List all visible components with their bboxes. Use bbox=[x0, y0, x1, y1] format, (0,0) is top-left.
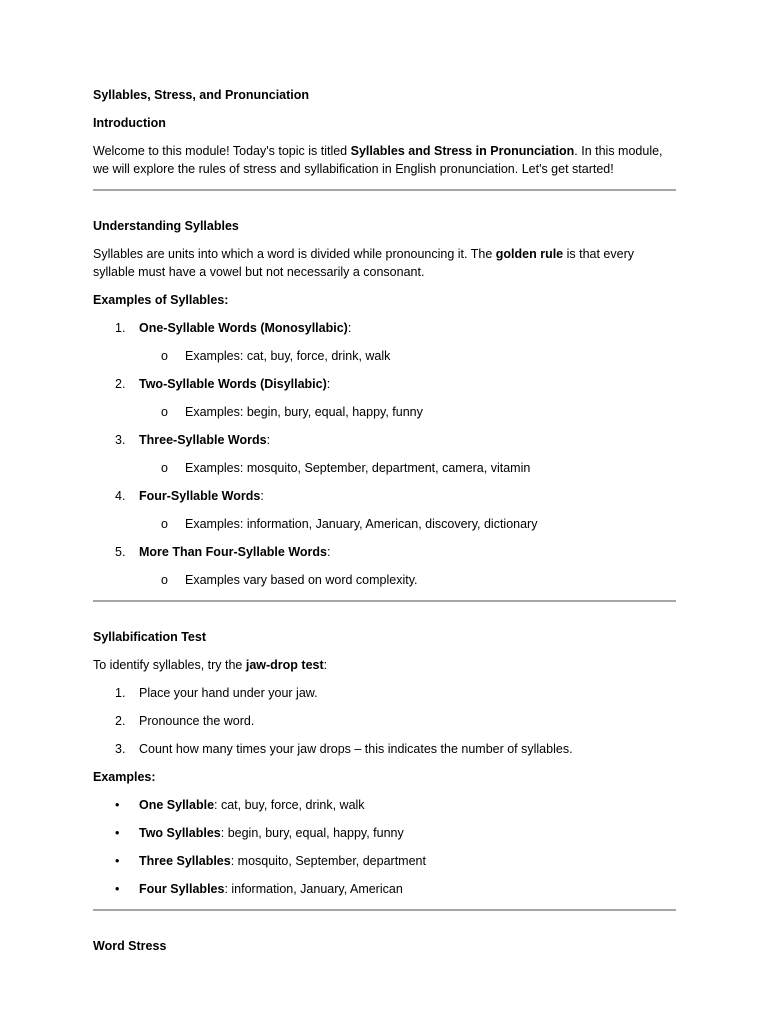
sub-bullet: o bbox=[161, 405, 168, 419]
sub-bullet: o bbox=[161, 349, 168, 363]
list-item: • Two Syllables: begin, bury, equal, happy, funny bbox=[115, 826, 404, 840]
sub-list bbox=[139, 571, 676, 589]
document-title: Syllables, Stress, and Pronunciation bbox=[93, 88, 310, 102]
list-item: 3. Three-Syllable Words: o Examples: mosquito, September, department, camera, vitamin bbox=[93, 431, 676, 477]
sub-list-item: o Examples: mosquito, September, department, camera, vitamin bbox=[161, 461, 531, 475]
syllabification-test-heading: Syllabification Test bbox=[93, 630, 206, 644]
intro-text-1: Welcome to this module! Today's topic is titled bbox=[93, 144, 351, 158]
list-item-label: Four-Syllable Words bbox=[139, 489, 261, 503]
syllable-types-list bbox=[93, 319, 676, 589]
list-item: 3. Count how many times your jaw drops – this indicates the number of syllables. bbox=[115, 742, 573, 756]
list-item-label: More Than Four-Syllable Words bbox=[139, 545, 327, 559]
list-item: • One Syllable: cat, buy, force, drink, walk bbox=[115, 798, 365, 812]
understanding-paragraph bbox=[93, 245, 676, 281]
intro-paragraph bbox=[93, 142, 676, 178]
sub-list-item: o Examples: begin, bury, equal, happy, funny bbox=[161, 405, 423, 419]
examples-list bbox=[93, 796, 676, 898]
intro-bold-title: Syllables and Stress in Pronunciation bbox=[350, 144, 575, 158]
bullet: • bbox=[115, 854, 120, 868]
list-number: 4. bbox=[115, 489, 126, 503]
golden-rule-term: golden rule bbox=[495, 247, 564, 261]
list-number: 3. bbox=[115, 433, 126, 447]
test-text-1: To identify syllables, try the bbox=[93, 658, 246, 672]
sub-bullet: o bbox=[161, 461, 168, 475]
sub-list-item: o Examples vary based on word complexity. bbox=[161, 573, 418, 587]
understanding-text-1: Syllables are units into which a word is divided while pronouncing it. The bbox=[93, 247, 496, 261]
examples-of-syllables-heading: Examples of Syllables: bbox=[93, 293, 229, 307]
sub-bullet: o bbox=[161, 517, 168, 531]
intro-text-2: . In this module, we will explore the rules of stress and syllabification in English pronunciation. Let's get started! bbox=[93, 144, 663, 176]
list-item: 4. Four-Syllable Words: o Examples: information, January, American, discovery, dictionary bbox=[93, 487, 676, 533]
understanding-heading: Understanding Syllables bbox=[93, 219, 239, 233]
test-steps-list bbox=[93, 684, 676, 758]
understanding-text-2: is that every syllable must have a vowel but not necessarily a consonant. bbox=[93, 247, 635, 279]
sub-list-item: o Examples: cat, buy, force, drink, walk bbox=[161, 349, 391, 363]
test-paragraph: To identify syllables, try the jaw-drop test: bbox=[93, 658, 328, 672]
list-item: • Four Syllables: information, January, American bbox=[115, 882, 403, 896]
jaw-drop-test-term: jaw-drop test bbox=[245, 658, 324, 672]
list-item-label: Two-Syllable Words (Disyllabic) bbox=[139, 377, 327, 391]
bullet: • bbox=[115, 798, 120, 812]
sub-list-item: o Examples: information, January, American, discovery, dictionary bbox=[161, 517, 538, 531]
list-item: 1. One-Syllable Words (Monosyllabic): o Examples: cat, buy, force, drink, walk bbox=[93, 319, 676, 365]
bullet: • bbox=[115, 882, 120, 896]
bullet: • bbox=[115, 826, 120, 840]
list-number: 2. bbox=[115, 714, 126, 728]
word-stress-heading: Word Stress bbox=[93, 939, 167, 953]
list-number: 2. bbox=[115, 377, 126, 391]
list-item-label: One-Syllable Words (Monosyllabic) bbox=[139, 321, 348, 335]
list-item: • Three Syllables: mosquito, September, department bbox=[115, 854, 426, 868]
intro-heading: Introduction bbox=[93, 116, 166, 130]
list-item-label: Three-Syllable Words bbox=[139, 433, 267, 447]
sub-list bbox=[139, 347, 676, 365]
sub-list bbox=[139, 459, 676, 477]
examples-heading: Examples: bbox=[93, 770, 156, 784]
list-number: 5. bbox=[115, 545, 126, 559]
document-body bbox=[93, 86, 676, 965]
list-item: 1. Place your hand under your jaw. bbox=[115, 686, 318, 700]
list-item: 2. Two-Syllable Words (Disyllabic): o Examples: begin, bury, equal, happy, funny bbox=[93, 375, 676, 421]
sub-list bbox=[139, 403, 676, 421]
list-item: 5. More Than Four-Syllable Words: o Examples vary based on word complexity. bbox=[93, 543, 676, 589]
sub-bullet: o bbox=[161, 573, 168, 587]
list-number: 3. bbox=[115, 742, 126, 756]
list-number: 1. bbox=[115, 321, 126, 335]
list-number: 1. bbox=[115, 686, 126, 700]
list-item: 2. Pronounce the word. bbox=[115, 714, 255, 728]
sub-list bbox=[139, 515, 676, 533]
